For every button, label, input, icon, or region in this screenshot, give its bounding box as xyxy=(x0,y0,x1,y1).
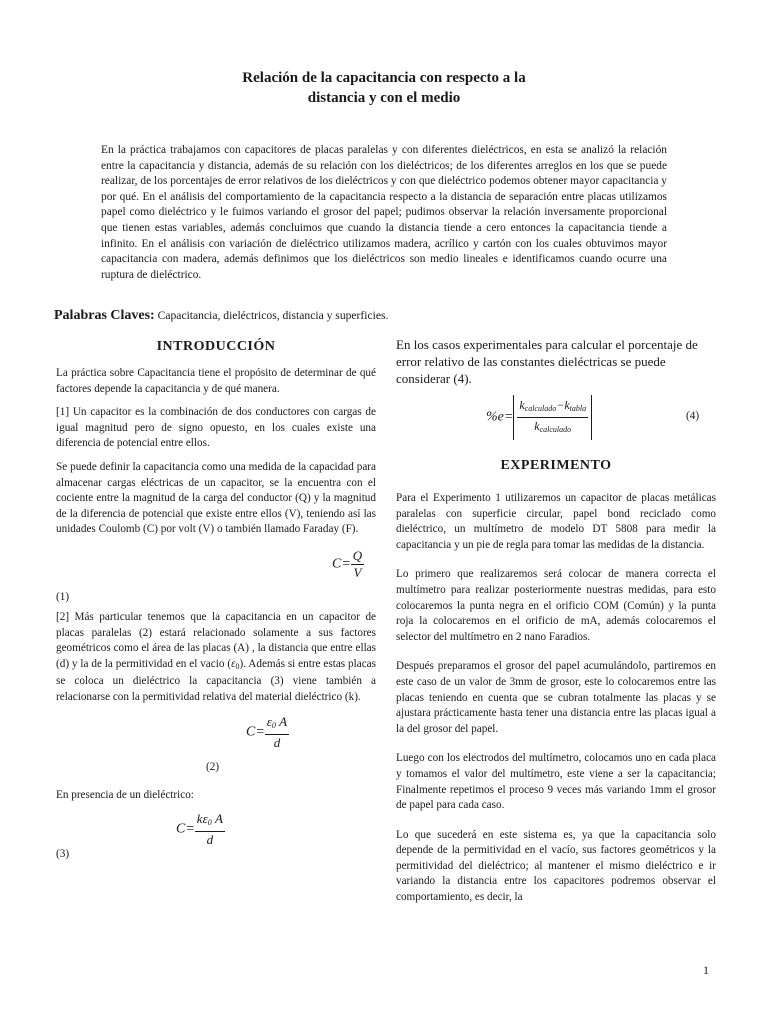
equation-2 xyxy=(56,714,376,762)
intro-paragraph-4: [2] Más particular tenemos que la capacitancia en un capacitor de placas paralelas (2) estará relacionado solamente a sus factores geométricos como el área de las placas (A) , la distancia que entre ellas (d) y la de la permitividad en el vacio $(\varepsilon_0)$. Además si entre estas placas se coloca un dieléctrico la capacitancia (3) viene también a relacionarse con la permitividad relativa del material dieléctrico (k). xyxy=(56,610,376,703)
eq3-denominator: d xyxy=(206,832,214,848)
eq1-lhs: C= xyxy=(332,556,351,572)
eq3-number: (3) xyxy=(56,848,70,861)
eq4-denominator: $k_{calculado}$ xyxy=(534,419,572,434)
keywords-text: Capacitancia, dieléctricos, distancia y superficies. xyxy=(154,309,389,322)
intro-paragraph-2: [1] Un capacitor es la combinación de dos conductores con cargas de igual magnitud pero de signo opuesto, en los cuales existe una diferencia de potencial entre ellos. xyxy=(56,406,376,450)
experimento-heading: EXPERIMENTO xyxy=(500,458,612,473)
equation-3 xyxy=(56,811,376,859)
right-paragraph-1: En los casos experimentales para calcular el porcentaje de error relativo de las constantes dieléctricas se puede considerar (4). xyxy=(396,337,698,386)
eq4-numerator: $k_{calculado}-k_{tabla}$ xyxy=(517,397,588,418)
experimento-paragraph-3: Después preparamos el grosor del papel acumulándolo, partiremos en este caso de un valor de 3mm de grosor, este lo colocaremos entre las placas teniendo en cuenta que se cubran totalmente las placas y se ajustara prácticamente hasta tener una distancia entre las placas igual a la del grosor del papel. xyxy=(396,660,716,735)
page-number: 1 xyxy=(703,963,709,977)
eq4-lhs: %e= xyxy=(486,409,514,425)
eq2-denominator: d xyxy=(273,734,281,750)
intro-paragraph-3: Se puede definir la capacitancia como una medida de la capacidad para almacenar cargas eléctricas de un capacitor, se la encuentra con el cociente entre la magnitud de la carga del conductor (Q) y la magnitud de la diferencia de potencial que existe entre ellos (V), teniendo así las unidades Coulomb (C) por volt (V) o también llamado Faraday (F). xyxy=(56,460,376,536)
intro-paragraph-5: En presencia de un dieléctrico: xyxy=(56,788,194,801)
equation-1 xyxy=(56,546,376,588)
eq2-numerator: $\varepsilon_0$ A xyxy=(265,714,289,735)
equation-4 xyxy=(396,395,716,443)
eq1-numerator: Q xyxy=(352,547,363,563)
eq1-number: (1) xyxy=(56,590,70,603)
paper-title xyxy=(100,68,668,108)
left-column xyxy=(56,338,376,863)
eq4-number: (4) xyxy=(686,410,700,422)
introduccion-heading: INTRODUCCIÓN xyxy=(156,339,276,354)
keywords xyxy=(54,308,714,324)
eq1-denominator: V xyxy=(353,564,362,580)
experimento-paragraph-2: Lo primero que realizaremos será colocar de manera correcta el multímetro para realizar posteriormente nuestras medidas, para esto colocaremos la punta negra en el orificio COM (Común) y la punta roja la colocaremos en el orificio de mA, además colocaremos el selector del multímetro en 2 nano Faradios. xyxy=(396,568,716,643)
absolute-value-bars xyxy=(513,395,592,440)
experimento-paragraph-1: Para el Experimento 1 utilizaremos un capacitor de placas metálicas paralelas con superficie circular, papel bond reciclado como dieléctrico, un multímetro de modelo DT 5808 para medir la capacitancia y un pie de regla para tomar las medidas de la distancia. xyxy=(396,492,716,551)
eq3-numerator: $k\varepsilon_0$ A xyxy=(195,811,225,832)
right-column xyxy=(396,336,716,914)
intro-paragraph-1: La práctica sobre Capacitancia tiene el propósito de determinar de qué factores depende la capacitancia y de qué manera. xyxy=(56,367,376,395)
title-line-2: distancia y con el medio xyxy=(307,90,461,106)
title-line-1: Relación de la capacitancia con respecto a la xyxy=(242,70,526,86)
experimento-paragraph-5: Lo que sucederá en este sistema es, ya que la capacitancia solo depende de la permitividad en el vacío, sus factores geométricos y la permitividad del dieléctrico; al mantener el mismo dieléctrico e ir variando la distancia entre los capacitores podremos observar el comportamiento, es decir, la xyxy=(396,828,716,904)
epsilon-symbol: ε xyxy=(231,657,236,670)
eq2-number: (2) xyxy=(206,760,220,773)
eq2-lhs: C= xyxy=(246,724,265,740)
eq3-lhs: C= xyxy=(176,821,195,837)
abstract: En la práctica trabajamos con capacitores de placas paralelas y con diferentes dieléctricos, en esta se analizó la relación entre la capacitancia y distancia, además de su relación con los dieléctricos; de los diferentes arreglos en los que se puede realizar, de los porcentajes de error relativos de los dieléctricos y con que dieléctrico podemos obtener mayor capacitancia y por qué. En el análisis del comportamiento de la capacitancia respecto a la distancia de separación entre placas utilizamos papel como dieléctrico y le fuimos variando el grosor del papel; pudimos observar la relación inversamente proporcional que tienen estas variables, además concluimos que cuando la distancia tiende a cero entonces la capacitancia tiende a infinito. En el análisis con variación de dieléctrico utilizamos madera, acrílico y cartón con los cuales obtuvimos mayor capacitancia con madera, además definimos que los dieléctricos son medio lineales e identificamos cuando ocurre una ruptura de dieléctrico. xyxy=(101,144,667,281)
experimento-paragraph-4: Luego con los electrodos del multímetro, colocamos uno en cada placa y tomamos el valor del multímetro, este viene a ser la capacitancia; Finalmente repetimos el proceso 9 veces más variando 1mm el grosor de papel para cada caso. xyxy=(396,752,716,812)
keywords-label: Palabras Claves: xyxy=(54,308,155,323)
